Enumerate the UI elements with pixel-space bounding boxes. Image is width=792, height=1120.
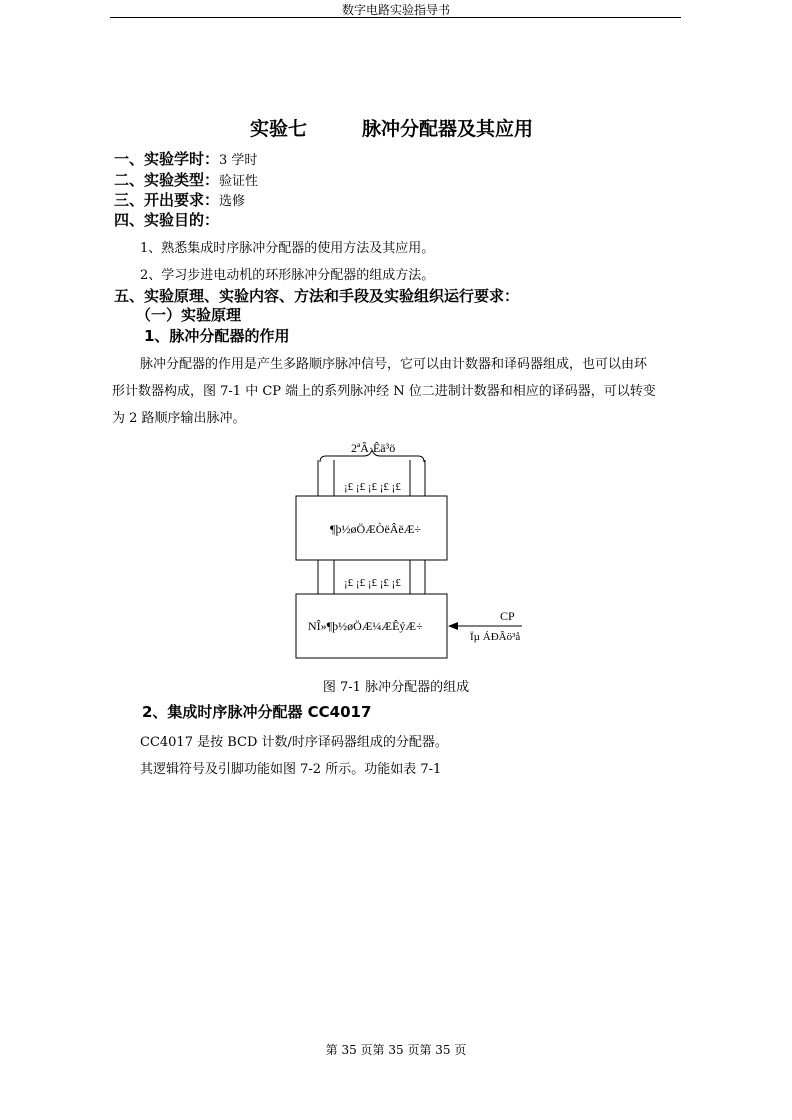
cp-sub-label: Ïµ ÁÐÂö³å bbox=[470, 631, 521, 643]
section-hours bbox=[114, 148, 257, 169]
page-header: 数字电路实验指导书 bbox=[341, 3, 450, 17]
paragraph-line: CC4017 是按 BCD 计数/时序译码器组成的分配器。 bbox=[140, 735, 448, 750]
section-principle: 五、实验原理、实验内容、方法和手段及实验组织运行要求： bbox=[114, 287, 520, 305]
function-heading: 1、脉冲分配器的作用 bbox=[144, 327, 290, 345]
paragraph-line: 其逻辑符号及引脚功能如图 7-2 所示。功能如表 7-1 bbox=[140, 762, 442, 777]
purpose-item: 2、学习步进电动机的环形脉冲分配器的组成方法。 bbox=[140, 268, 435, 283]
cp-label: CP bbox=[500, 609, 515, 623]
paragraph-line: 形计数器构成，图 7-1 中 CP 端上的系列脉冲经 N 位二进制计数器和相应的译码器，可以转变 bbox=[112, 384, 656, 399]
purpose-item: 1、熟悉集成时序脉冲分配器的使用方法及其应用。 bbox=[140, 241, 435, 256]
decoder-label: ¶þ½øÖÆÒëÂëÆ÷ bbox=[330, 522, 422, 536]
section-type-value: 验证性 bbox=[219, 174, 259, 189]
section-hours-value: 3 学时 bbox=[219, 153, 258, 168]
section-requirement-label: 三、开出要求： bbox=[114, 191, 220, 209]
figure-top-label: 2ªÂ·Êä³ö bbox=[351, 441, 396, 455]
counter-label: NÎ»¶þ½øÖÆ¼ÆÊýÆ÷ bbox=[308, 619, 423, 633]
section-hours-label: 一、实验学时： bbox=[114, 150, 220, 168]
paragraph-line: 脉冲分配器的作用是产生多路顺序脉冲信号，它可以由计数器和译码器组成，也可以由环 bbox=[140, 357, 648, 372]
dots-upper: ¡£ ¡£ ¡£ ¡£ ¡£ bbox=[344, 481, 401, 493]
paragraph-line: 为 2 路顺序输出脉冲。 bbox=[112, 411, 246, 426]
header-rule bbox=[110, 17, 681, 18]
arrow-left-icon bbox=[448, 622, 458, 630]
dots-lower: ¡£ ¡£ ¡£ ¡£ ¡£ bbox=[344, 577, 401, 589]
page-footer: 第 35 页第 35 页第 35 页 bbox=[325, 1043, 467, 1057]
section-type-label: 二、实验类型： bbox=[114, 171, 220, 189]
cc4017-heading: 2、集成时序脉冲分配器 CC4017 bbox=[142, 703, 372, 721]
experiment-title: 脉冲分配器及其应用 bbox=[362, 118, 534, 140]
experiment-number: 实验七 bbox=[250, 118, 308, 140]
figure-7-1-diagram bbox=[280, 436, 540, 668]
principle-subheading: （一）实验原理 bbox=[136, 306, 242, 324]
section-requirement bbox=[114, 189, 245, 210]
section-type bbox=[114, 169, 258, 190]
section-requirement-value: 选修 bbox=[219, 194, 246, 209]
section-purpose: 四、实验目的： bbox=[114, 211, 220, 229]
figure-caption: 图 7-1 脉冲分配器的组成 bbox=[322, 680, 470, 695]
